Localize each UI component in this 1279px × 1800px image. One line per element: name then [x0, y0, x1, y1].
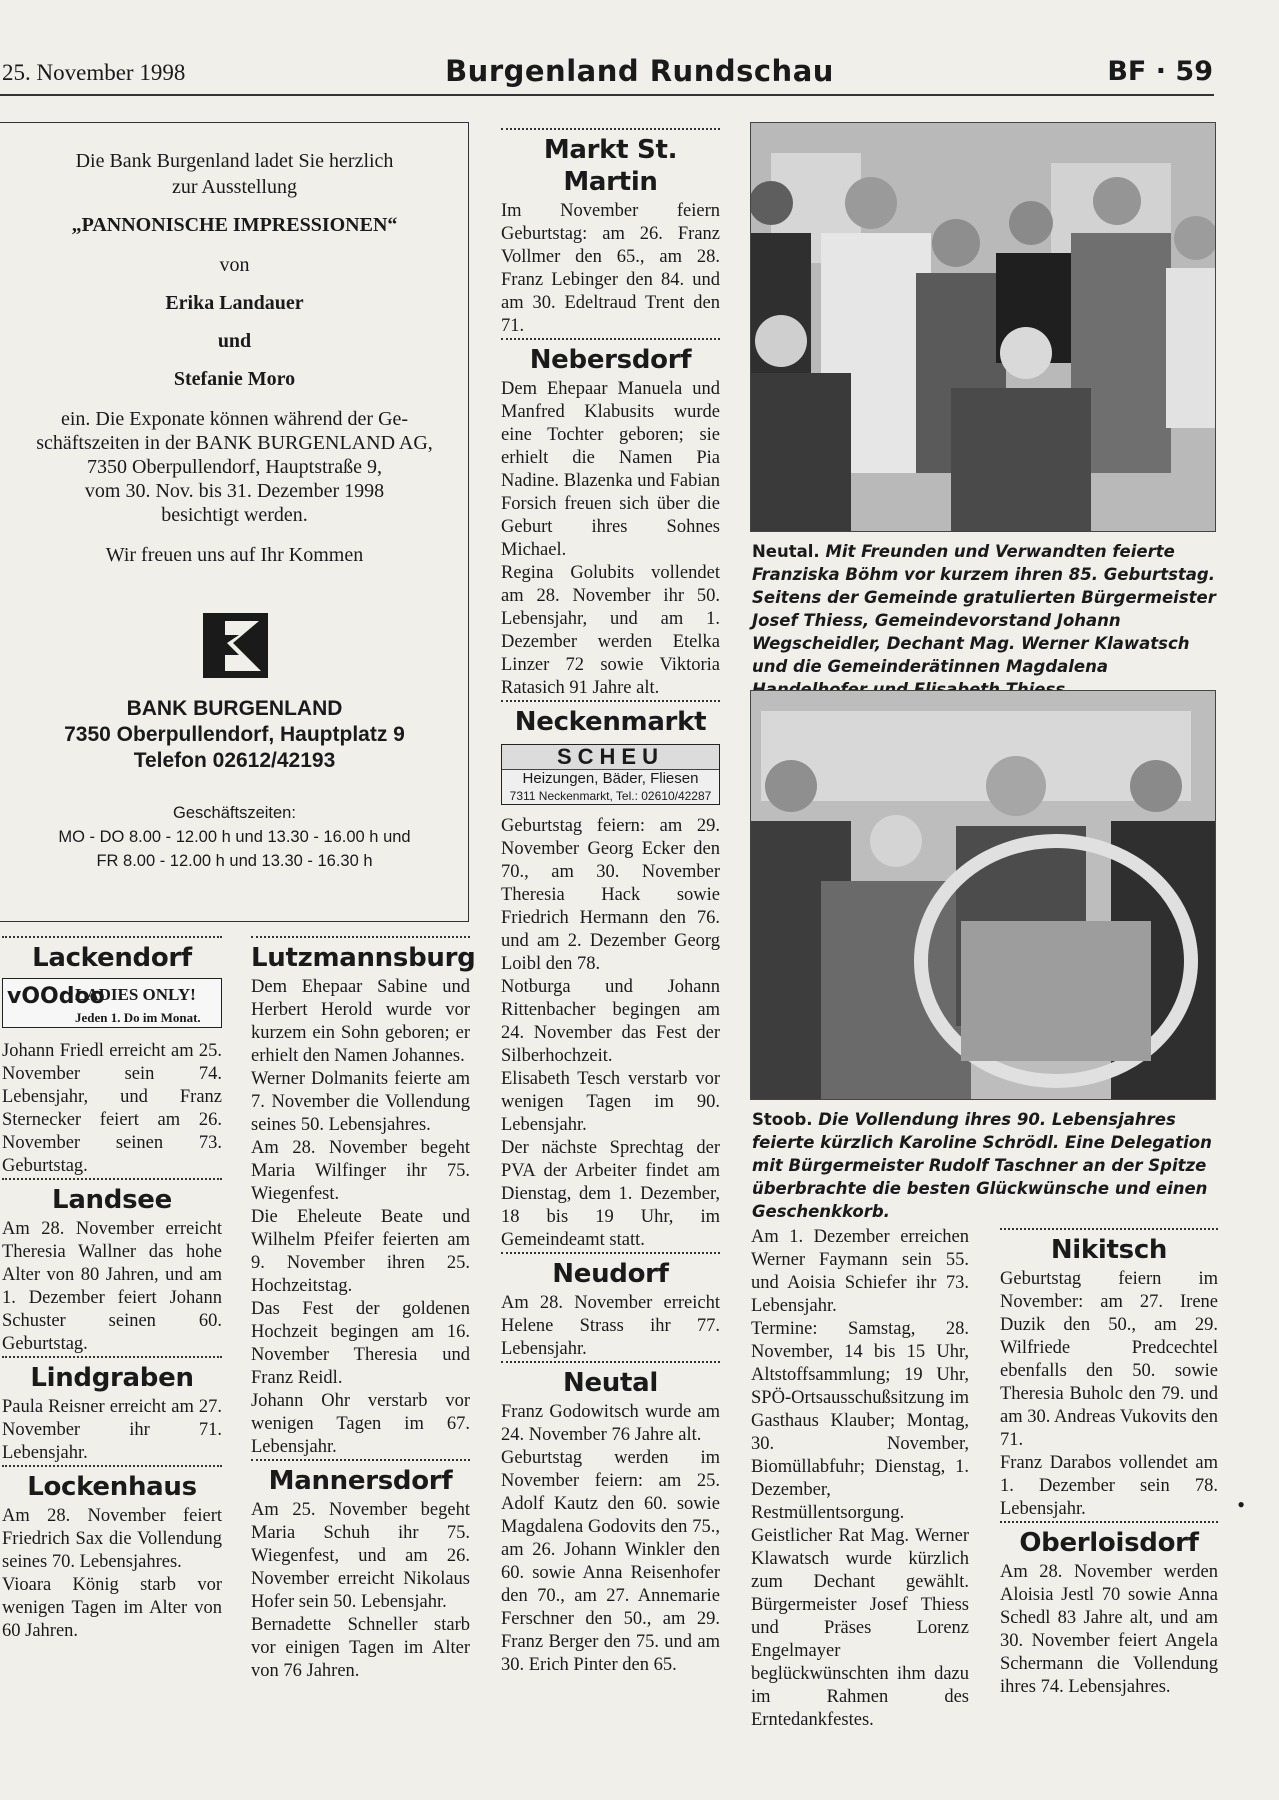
text-nikitsch-2: Franz Darabos vollendet am 1. Dezember sein 78. Lebensjahr. — [1000, 1453, 1218, 1519]
bank-logo-icon — [203, 613, 268, 678]
caption-photo-2 — [752, 1108, 1217, 1223]
voodoo-line-1: LADIES ONLY! — [75, 985, 196, 1004]
text-lockenhaus-2: Vioara König starb vor wenigen Tagen im Alter von 60 Jahren. — [2, 1575, 222, 1641]
ad-hours-label: Geschäftszeiten: — [173, 804, 296, 822]
heading-lindgraben: Lindgraben — [2, 1356, 222, 1394]
newspaper-title: Burgenland Rundschau — [445, 54, 834, 88]
header-rule — [0, 94, 1214, 96]
heading-lutzmannsburg: Lutzmannsburg — [251, 936, 470, 974]
text-landsee: Am 28. November erreicht Theresia Wallner das hohe Alter von 80 Jahren, und am 1. Dezember feiert Johann Schuster seinen 60. Geburtstag. — [2, 1219, 222, 1354]
ad-body-3: 7350 Oberpullendorf, Hauptstraße 9, — [87, 456, 382, 478]
caption-1-place: Neutal. — [752, 542, 820, 561]
ad-von: von — [219, 254, 250, 276]
column-5 — [1000, 1228, 1218, 1699]
text-neudorf: Am 28. November erreicht Helene Strass ihr 77. Lebensjahr. — [501, 1293, 720, 1359]
ad-artist-2: Stefanie Moro — [173, 368, 296, 390]
text-mannersdorf-2: Bernadette Schneller starb vor einigen Tagen im Alter von 76 Jahren. — [251, 1615, 470, 1681]
ad-bank-address: 7350 Oberpullendorf, Hauptplatz 9 — [64, 723, 405, 746]
heading-nikitsch: Nikitsch — [1000, 1228, 1218, 1266]
header-date: 25. November 1998 — [2, 60, 186, 85]
ad-bank-name: BANK BURGENLAND — [126, 697, 343, 720]
bank-advertisement — [0, 122, 469, 922]
text-mannersdorf-1: Am 25. November begeht Maria Schuh ihr 75. Wiegenfest, und am 26. November erreicht Nikolaus Hofer sein 50. Lebensjahr. — [251, 1500, 470, 1612]
ad-intro-1: Die Bank Burgenland ladet Sie herzlich — [75, 150, 394, 172]
heading-nebersdorf: Nebersdorf — [501, 338, 720, 376]
caption-photo-1 — [752, 540, 1217, 701]
column-1 — [2, 936, 222, 1643]
scheu-services: Heizungen, Bäder, Fliesen — [522, 770, 699, 787]
voodoo-logo: vOOdoo — [7, 984, 105, 1009]
text-lutzmannsburg-1: Dem Ehepaar Sabine und Herbert Herold wurde vor kurzem ein Sohn geboren; er erhielt den Namen Johannes. — [251, 977, 470, 1066]
heading-mannersdorf: Mannersdorf — [251, 1459, 470, 1497]
text-nikitsch-1: Geburtstag feiern im November: am 27. Irene Duzik den 50., am 29. Wilfriede Predcechtel ebenfalls den 50. sowie Theresia Buholc den 79. und am 30. Andreas Vukovits den 71. — [1000, 1269, 1218, 1450]
text-neutal-3: Am 1. Dezember erreichen Werner Faymann sein 55. und Aoisia Schiefer ihr 73. Lebensjahr. — [751, 1227, 969, 1316]
heading-landsee: Landsee — [2, 1178, 222, 1216]
text-neutal-5: Geistlicher Rat Mag. Werner Klawatsch wurde kürzlich zum Dechant gewählt. Bürgermeister Josef Thiess und Präses Lorenz Engelmayer beglückwünschten ihm dazu im Rahmen des Erntedankfestes. — [751, 1526, 969, 1730]
photo-neutal-birthday — [750, 122, 1216, 532]
ad-body-1: ein. Die Exponate können während der Ge- — [60, 408, 409, 430]
caption-1-text: Mit Freunden und Verwandten feierte Franziska Böhm vor kurzem ihren 85. Geburtstag. Seitens der Gemeinde gratulierten Bürgermeister Josef Thiess, Gemeindevorstand Johann Wegscheidler, Dechant Mag. Werner Klawatsch und die Gemeinderätinnen Magdalena — [752, 542, 1216, 676]
ad-closing: Wir freuen uns auf Ihr Kommen — [105, 544, 364, 566]
ad-body-4: vom 30. Nov. bis 31. Dezember 1998 — [84, 480, 385, 502]
ad-intro-2: zur Ausstellung — [172, 176, 297, 198]
ad-und: und — [217, 330, 252, 352]
end-mark: • — [1237, 1492, 1245, 1517]
text-neckenmarkt-1: Geburtstag feiern: am 29. November Georg Ecker den 70., am 30. November Theresia Hack sowie Friedrich Hermann den 76. und am 2. Dezember Georg Loibl den 78. — [501, 816, 720, 974]
column-4 — [751, 1226, 969, 1732]
ad-bank-phone: Telefon 02612/42193 — [133, 749, 336, 772]
scheu-logo: SCHEU — [502, 745, 719, 770]
text-markt-st-martin: Im November feiern Geburtstag: am 26. Franz Vollmer den 65., am 28. Franz Lebinger den 84. und am 30. Edeltraud Trent den 71. — [501, 201, 720, 336]
text-lutzmannsburg-4: Die Eheleute Beate und Wilhelm Pfeifer feierten am 9. November ihren 25. Hochzeitstag. — [251, 1207, 470, 1296]
scheu-ad — [501, 744, 720, 805]
text-lockenhaus-1: Am 28. November feiert Friedrich Sax die Vollendung seines 70. Lebensjahres. — [2, 1506, 222, 1572]
text-neckenmarkt-4: Der nächste Sprechtag der PVA der Arbeiter findet am Dienstag, dem 1. Dezember, 18 bis 19 Uhr, im Gemeindeamt statt. — [501, 1138, 720, 1250]
text-neckenmarkt-3: Elisabeth Tesch verstarb vor wenigen Tagen im 90. Lebensjahr. — [501, 1069, 720, 1135]
text-lutzmannsburg-6: Johann Ohr verstarb vor wenigen Tagen im 67. Lebensjahr. — [251, 1391, 470, 1457]
heading-oberloisdorf: Oberloisdorf — [1000, 1521, 1218, 1559]
text-lutzmannsburg-2: Werner Dolmanits feierte am 7. November die Vollendung seines 50. Lebensjahres. — [251, 1069, 470, 1135]
heading-lackendorf: Lackendorf — [2, 936, 222, 974]
column-2 — [251, 936, 476, 1683]
text-nebersdorf-2: Regina Golubits vollendet am 28. November ihr 50. Lebensjahr, und am 1. Dezember werden Etelka Linzer 72 sowie Viktoria Ratasich 91 Jahre alt. — [501, 563, 720, 698]
voodoo-ad — [2, 978, 222, 1028]
text-neutal-1: Franz Godowitsch wurde am 24. November 76 Jahre alt. — [501, 1402, 720, 1445]
ad-body-2: schäftszeiten in der BANK BURGENLAND AG, — [36, 432, 433, 454]
text-lutzmannsburg-5: Das Fest der goldenen Hochzeit begingen am 16. November Theresia und Franz Reidl. — [251, 1299, 470, 1388]
text-oberloisdorf: Am 28. November werden Aloisia Jestl 70 sowie Anna Schedl 83 Jahre alt, und am 30. November feiert Angela Schermann die Vollendung ihres 74. Lebensjahres. — [1000, 1562, 1218, 1697]
ad-hours-1: MO - DO 8.00 - 12.00 h und 13.30 - 16.00 h und — [58, 828, 411, 846]
heading-neutal: Neutal — [501, 1361, 720, 1399]
text-neckenmarkt-2: Notburga und Johann Rittenbacher begingen am 24. November das Fest der Silberhochzeit. — [501, 977, 720, 1066]
text-nebersdorf-1: Dem Ehepaar Manuela und Manfred Klabusits wurde eine Tochter geboren; sie erhielt die Namen Pia Nadine. Blazenka und Fabian Forsich freuen sich über die Geburt ihres Sohnes Michael. — [501, 379, 720, 560]
heading-neudorf: Neudorf — [501, 1252, 720, 1290]
ad-body-5: besichtigt werden. — [161, 504, 308, 526]
text-lindgraben: Paula Reisner erreicht am 27. November ihr 71. Lebensjahr. — [2, 1397, 222, 1463]
text-lackendorf: Johann Friedl erreicht am 25. November sein 74. Lebensjahr, und Franz Sternecker feiert am 26. November seinen 73. Geburtstag. — [2, 1041, 222, 1176]
voodoo-line-2: Jeden 1. Do im Monat. — [75, 1010, 201, 1025]
text-neutal-4: Termine: Samstag, 28. November, 14 bis 15 Uhr, Altstoffsammlung; 19 Uhr, SPÖ-Ortsausschußsitzung im Gasthaus Klauber; Montag, 30. November, Biomüllabfuhr; Dienstag, 1. Dezember, Restmüllentsorgung. — [751, 1319, 969, 1523]
text-neutal-2: Geburtstag werden im November feiern: am 25. Adolf Kautz den 60. sowie Magdalena Godovits den 75., am 26. Johann Winkler den 60. sowie Anna Reisenhofer den 70., am 27. Annemarie Ferschner den 50., am 29. Franz Berger den 75. und am 30. Erich Pinter den 65. — [501, 1448, 720, 1675]
scheu-address: 7311 Neckenmarkt, Tel.: 02610/42287 — [509, 789, 712, 803]
caption-2-place: Stoob. — [752, 1110, 813, 1129]
ad-artist-1: Erika Landauer — [165, 292, 304, 314]
heading-lockenhaus: Lockenhaus — [2, 1465, 222, 1503]
ad-hours-2: FR 8.00 - 12.00 h und 13.30 - 16.30 h — [96, 852, 373, 870]
caption-2-text: Die Vollendung ihres 90. Lebensjahres feierte kürzlich Karoline Schrödl. Eine Delegation mit Bürgermeister Rudolf Taschner an der Spitze überbrachte die besten Glückwünsche und einen Geschenkkorb. — [752, 1110, 1212, 1221]
text-lutzmannsburg-3: Am 28. November begeht Maria Wilfinger ihr 75. Wiegenfest. — [251, 1138, 470, 1204]
heading-neckenmarkt: Neckenmarkt — [501, 700, 720, 738]
column-3 — [501, 128, 720, 1677]
heading-markt-st-martin: Markt St. Martin — [501, 128, 720, 198]
ad-exhibition-title: „PANNONISCHE IMPRESSIONEN“ — [71, 214, 398, 236]
photo-stoob-birthday — [750, 690, 1216, 1100]
page-number: BF · 59 — [1107, 56, 1213, 87]
